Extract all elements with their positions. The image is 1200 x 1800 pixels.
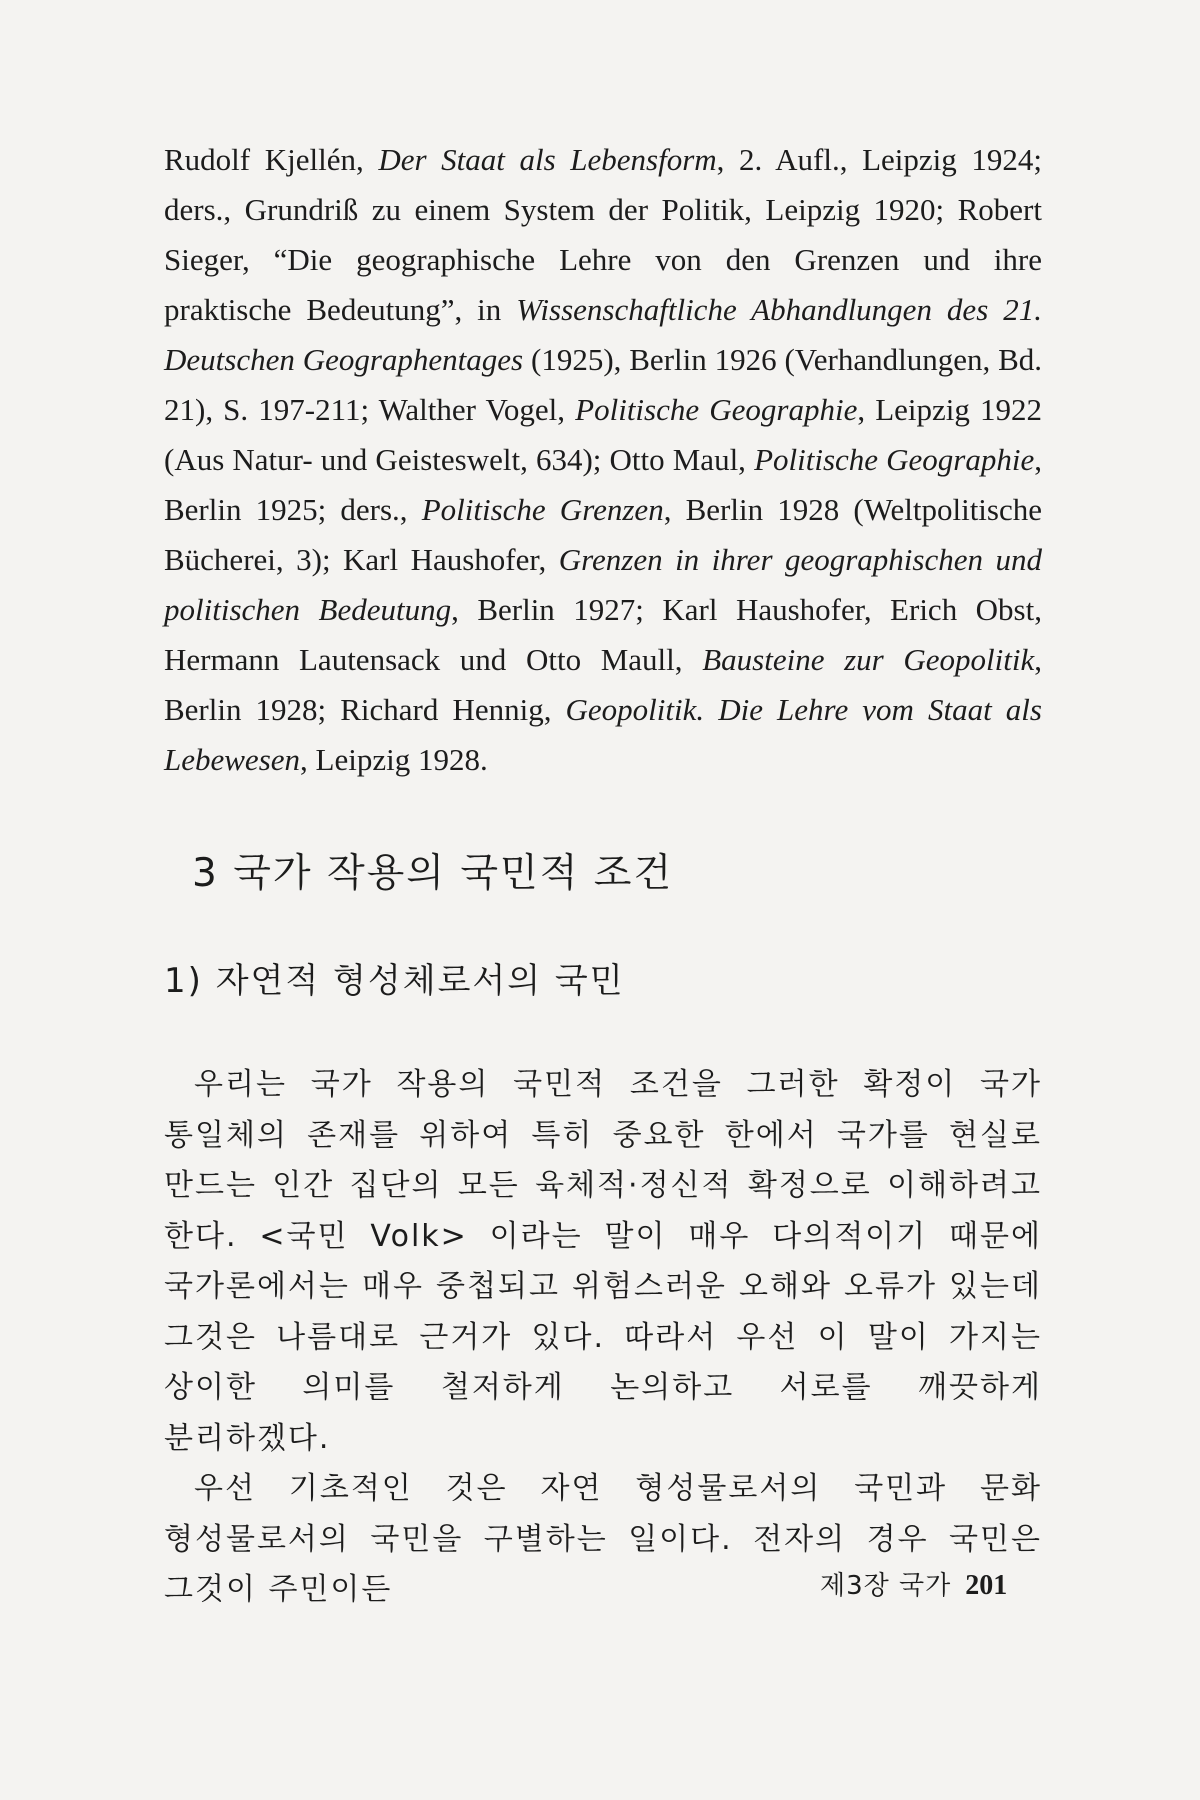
biblio-title: Politische Geographie: [575, 392, 858, 427]
bibliography-footnote: [164, 135, 1042, 785]
chapter-label: 제3장 국가: [820, 1571, 952, 1601]
biblio-text: , 2. Aufl., Leipzig 1924; ders., Grundriß zu einem System der Politik, Leipzig 1920; Robert Sieger, “Die geographische Lehre von den Grenzen und ihre praktische Bedeutung”, in: [164, 142, 1042, 327]
biblio-text: , Leipzig 1922 (Aus Natur- und Geisteswelt, 634); Otto Maul,: [164, 392, 1042, 477]
biblio-text: , Berlin 1928 (Weltpolitische Bücherei, 3); Karl Haushofer,: [164, 492, 1042, 577]
section-heading: 3 국가 작용의 국민적 조건: [192, 851, 674, 896]
body-text: [164, 1060, 1042, 1616]
biblio-title: Grenzen in ihrer geographischen und politischen Bedeutung: [164, 542, 1042, 627]
biblio-title: Geopolitik. Die Lehre vom Staat als Lebewesen: [164, 692, 1042, 777]
biblio-text: Rudolf Kjellén,: [164, 142, 379, 177]
biblio-text: (1925), Berlin 1926 (Verhandlungen, Bd. 21), S. 197-211; Walther Vogel,: [164, 342, 1043, 427]
biblio-text: , Berlin 1928; Richard Hennig,: [164, 642, 1042, 727]
paragraph: 우선 기초적인 것은 자연 형성물로서의 국민과 문화 형성물로서의 국민을 구별하는 일이다. 전자의 경우 국민은 그것이 주민이든: [164, 1471, 1042, 1607]
biblio-title: Politische Geographie: [754, 442, 1035, 477]
page-footer: [820, 1565, 1007, 1602]
biblio-title: Der Staat als Lebensform: [378, 142, 717, 177]
biblio-title: Bausteine zur Geopolitik: [702, 642, 1035, 677]
biblio-title: Wissenschaftliche Abhandlungen des 21. Deutschen Geographentages: [164, 292, 1042, 377]
biblio-title: Politische Grenzen: [421, 492, 664, 527]
paragraph: 우리는 국가 작용의 국민적 조건을 그러한 확정이 국가 통일체의 존재를 위하여 특히 중요한 한에서 국가를 현실로 만드는 인간 집단의 모든 육체적·정신적 확정으로 이해하려고 한다. <국민 Volk> 이라는 말이 매우 다의적이기 때문에 국가론에서는 매우 중첩되고 위험스러운 오해와 오류가 있는데 그것은 나름대로 근거가 있다. 따라서 우선 이 말이 가지는 상이한 의미를 철저하게 논의하고 서로를 깨끗하게 분리하겠다.: [164, 1067, 1042, 1456]
biblio-text: , Berlin 1927; Karl Haushofer, Erich Obst, Hermann Lautensack und Otto Maull,: [164, 592, 1042, 677]
sub-heading: 1) 자연적 형성체로서의 국민: [164, 961, 625, 1001]
biblio-text: , Berlin 1925; ders.,: [164, 442, 1042, 527]
biblio-text: , Leipzig 1928.: [300, 742, 488, 777]
page-number: 201: [965, 1570, 1008, 1601]
